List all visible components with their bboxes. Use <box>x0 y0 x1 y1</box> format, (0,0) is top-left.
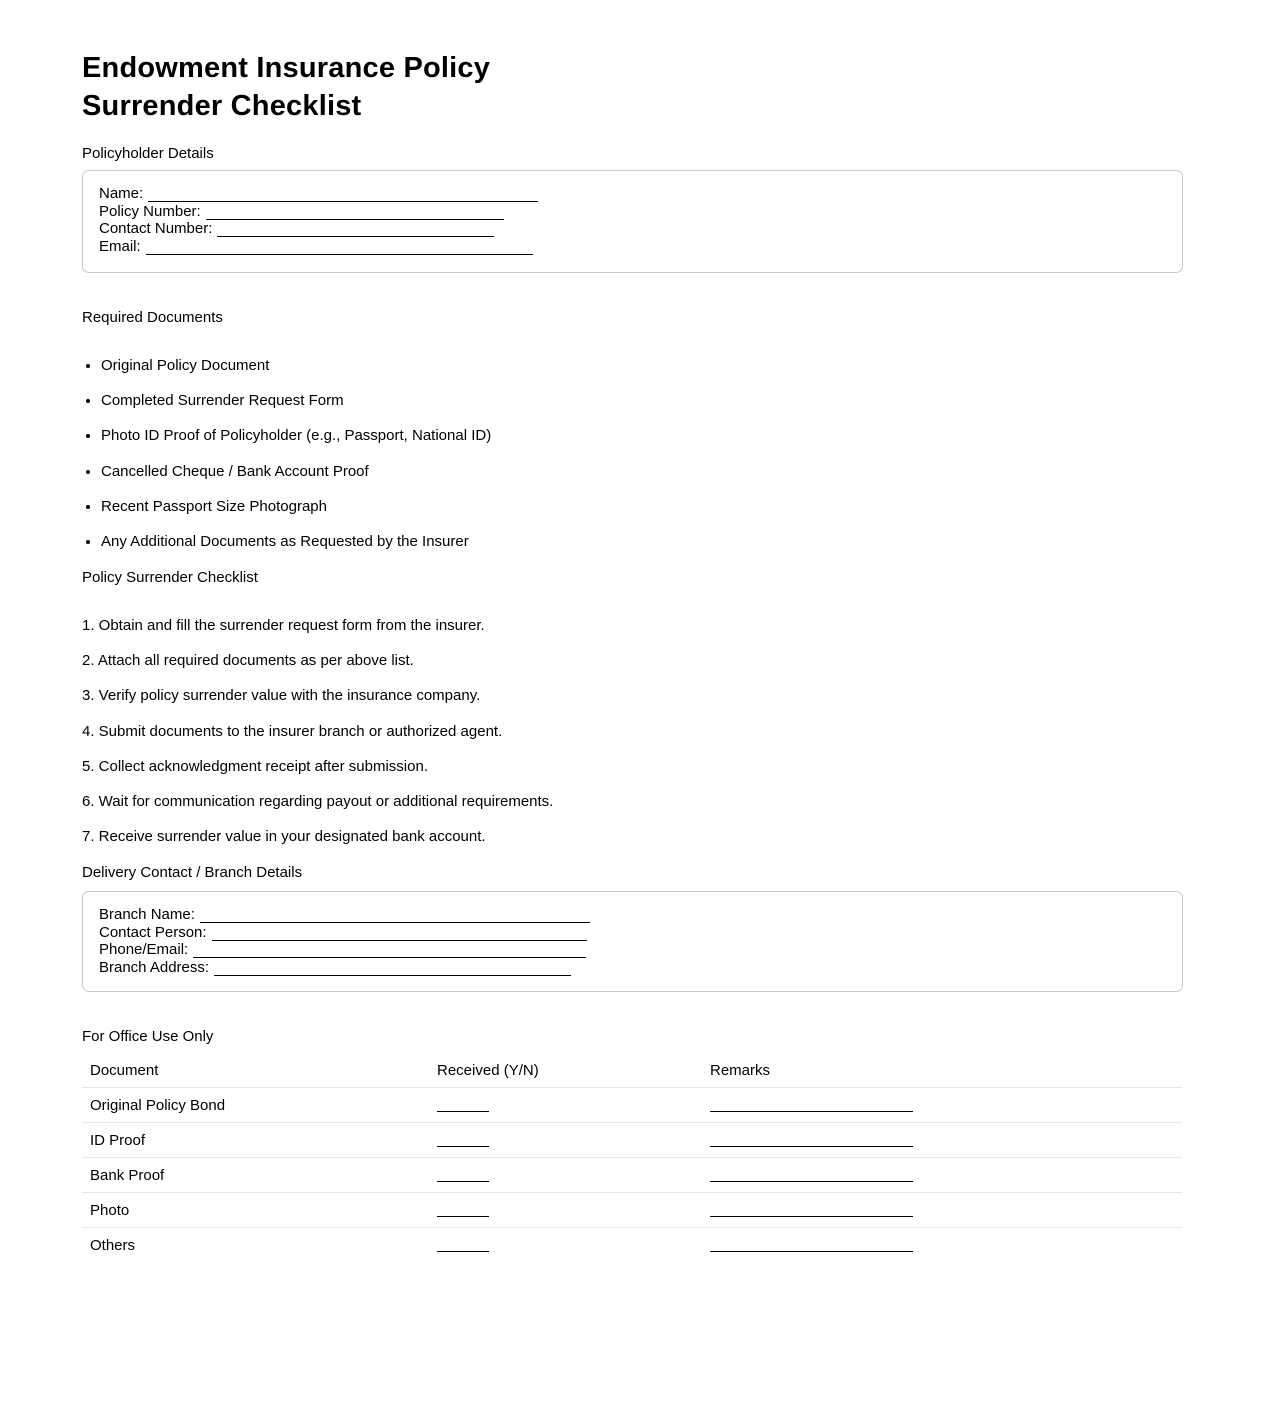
remarks-write-line <box>710 1181 913 1182</box>
field-label: Contact Number: <box>99 220 213 238</box>
checklist-step: 6. Wait for communication regarding payout or additional requirements. <box>82 792 554 810</box>
received-write-line <box>437 1146 489 1147</box>
document-name-cell: Bank Proof <box>90 1167 165 1185</box>
field-label: Contact Person: <box>99 923 207 941</box>
received-cell <box>437 1193 710 1227</box>
policyholder-details-box <box>82 170 1183 273</box>
received-write-line <box>437 1181 489 1182</box>
checklist-step: 2. Attach all required documents as per above list. <box>82 652 414 670</box>
field-label: Branch Address: <box>99 959 210 977</box>
branch-details-box <box>82 891 1183 992</box>
remarks-cell <box>710 1193 1182 1227</box>
blank-write-line <box>200 922 590 923</box>
column-header-document: Document <box>90 1062 159 1080</box>
checklist-step: 1. Obtain and fill the surrender request form from the insurer. <box>82 616 485 634</box>
received-write-line <box>437 1111 489 1112</box>
received-cell <box>437 1088 710 1122</box>
page-title <box>82 49 1183 125</box>
surrender-checklist-heading: Policy Surrender Checklist <box>82 568 258 586</box>
received-cell <box>437 1158 710 1192</box>
required-document-item: • Any Additional Documents as Requested by the Insurer <box>101 533 1183 550</box>
required-document-item: • Completed Surrender Request Form <box>101 392 1183 409</box>
document-name-cell: Original Policy Bond <box>90 1097 226 1115</box>
table-row <box>82 1158 1182 1193</box>
required-documents-list <box>82 357 1183 550</box>
branch-details-heading: Delivery Contact / Branch Details <box>82 864 303 882</box>
remarks-cell <box>710 1158 1182 1192</box>
surrender-checklist-steps <box>82 617 1183 845</box>
required-document-item: • Recent Passport Size Photograph <box>101 498 1183 515</box>
required-document-item: • Cancelled Cheque / Bank Account Proof <box>101 463 1183 480</box>
remarks-cell <box>710 1123 1182 1157</box>
remarks-write-line <box>710 1216 913 1217</box>
office-use-table-header <box>82 1062 1182 1088</box>
policyholder-details-heading: Policyholder Details <box>82 145 214 162</box>
remarks-cell <box>710 1228 1182 1262</box>
field-label: Policy Number: <box>99 202 201 220</box>
table-row <box>82 1193 1182 1228</box>
form-field <box>99 941 1166 959</box>
received-cell <box>437 1123 710 1157</box>
field-label: Email: <box>99 238 141 256</box>
checklist-step: 5. Collect acknowledgment receipt after submission. <box>82 757 428 775</box>
table-row <box>82 1228 1182 1262</box>
received-cell <box>437 1228 710 1262</box>
form-field <box>99 203 1166 221</box>
received-write-line <box>437 1251 489 1252</box>
remarks-write-line <box>710 1251 913 1252</box>
document-page <box>0 49 1263 1262</box>
required-document-item: • Original Policy Document <box>101 357 1183 374</box>
form-field <box>99 906 1166 924</box>
field-label: Name: <box>99 185 144 202</box>
remarks-cell <box>710 1088 1182 1122</box>
checklist-step: 4. Submit documents to the insurer branch or authorized agent. <box>82 722 503 740</box>
office-use-table-body <box>82 1088 1182 1262</box>
remarks-write-line <box>710 1111 913 1112</box>
form-field <box>99 924 1166 942</box>
table-row <box>82 1088 1182 1123</box>
table-row <box>82 1123 1182 1158</box>
column-header-received: Received (Y/N) <box>437 1062 539 1080</box>
page-title-line-2: Surrender Checklist <box>82 90 362 122</box>
blank-write-line <box>214 975 571 976</box>
document-name-cell: Photo <box>90 1202 130 1220</box>
column-header-remarks: Remarks <box>710 1062 771 1080</box>
blank-write-line <box>146 254 533 255</box>
checklist-step: 7. Receive surrender value in your designated bank account. <box>82 828 486 846</box>
received-write-line <box>437 1216 489 1217</box>
page-title-line-1: Endowment Insurance Policy <box>82 52 491 84</box>
form-field <box>99 238 1166 256</box>
field-label: Phone/Email: <box>99 941 189 959</box>
field-label: Branch Name: <box>99 906 195 924</box>
remarks-write-line <box>710 1146 913 1147</box>
checklist-step: 3. Verify policy surrender value with the insurance company. <box>82 687 481 705</box>
form-field <box>99 220 1166 238</box>
form-field <box>99 185 1166 203</box>
office-use-table <box>82 1062 1182 1262</box>
required-document-item: • Photo ID Proof of Policyholder (e.g., Passport, National ID) <box>101 427 1183 444</box>
form-field <box>99 959 1166 977</box>
document-name-cell: ID Proof <box>90 1132 146 1150</box>
office-use-heading: For Office Use Only <box>82 1028 214 1046</box>
blank-write-line <box>148 201 538 202</box>
required-documents-heading: Required Documents <box>82 309 223 326</box>
document-name-cell: Others <box>90 1237 136 1255</box>
